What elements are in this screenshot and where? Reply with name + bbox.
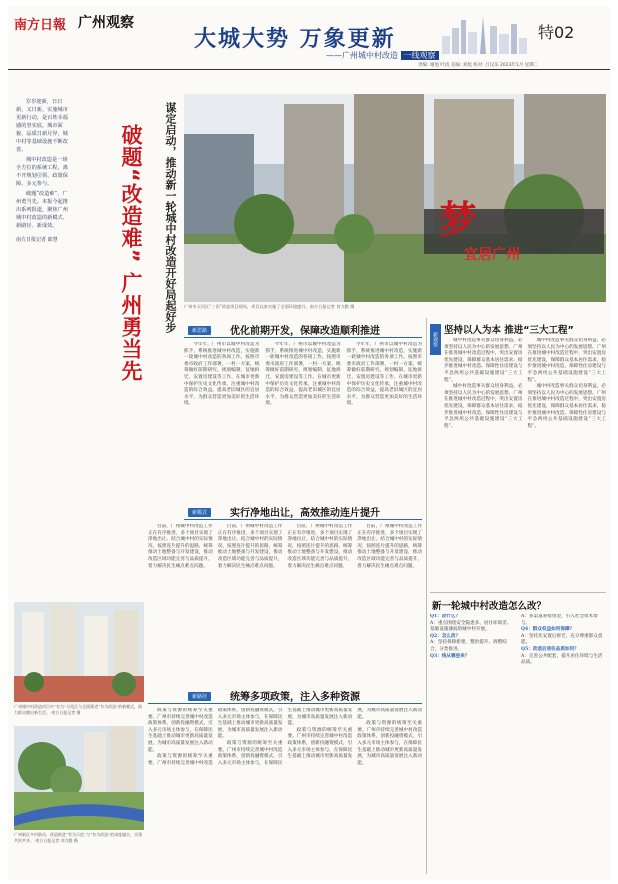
mid-left-caption: 广州城中村改造项目中“有为”示范区与全面推进“有为改造”的新模式，助力群众搬出新生活。 南方日报记者 摄 (14, 704, 143, 715)
section-tag: 新路径 (188, 692, 211, 701)
lead-paragraph: 岁岁迎新，日日新，又日新。实施城市更新行动，是百姓幸福感的坚实底。城市面貌、品质日新月异，城中村等基础设施不断改善。 (16, 99, 68, 153)
skyline-illustration (438, 14, 528, 54)
qa-item (521, 627, 606, 647)
lead-paragraph: 破题“改造难”，广州勇当先。本报今起推出系列报道，聚焦广州城中村改造的新模式、新路径、新成效。 (16, 191, 68, 229)
qa-item (521, 647, 606, 667)
section-rule (184, 519, 422, 520)
qa-question: Q5：改造后居住品质如何？ (521, 646, 579, 652)
top-photo (184, 94, 606, 302)
mid-left-photo (14, 602, 144, 702)
right-paragraph: 城中村改造事关群众切身利益，必须坚持以人民为中心的发展思想。广州在推进城中村改造过程中，突出安置房优先建设，保障群众基本居住需求，稳步推进城中村改造、保障性住房建设与平急两用公共基础设施建设“三大工程”。 (527, 338, 606, 383)
bottom-left-caption: 广州新区多村联动，改造推进“有为示范”与“有为改造”的深度融合，实现共治共享。 南方日报记者 刘力勤 摄 (14, 832, 143, 843)
newspaper-logo: 南方日報 (14, 18, 67, 33)
qa-title: 新一轮城中村改造怎么改？ (432, 601, 547, 612)
sign-text: 宜居广州 (464, 247, 520, 263)
section-tag: 新思路 (188, 326, 211, 335)
subline-prefix: ——广州城中村改造 (326, 51, 398, 60)
section-paragraph: 政策与资源的统筹至关重要。广州市持续完善城中村改造政策体系，创新投融资模式，引入多元市场主体参与，在保障民生基础上推动城市更新高质量发展，为城市高质量发展注入新动能。 (217, 708, 353, 766)
section-paragraph: 目前，广州城中村改造工作正在有序推进，多个项目实现了净地出让。结合城中村的实际情况，按照连片提升的思路，统筹推动土地整备与开发建设，推动改造区域功能完善与品质提升，着力解决民生痛点难点问题。 (217, 524, 283, 569)
section-paragraph: 政策与资源的统筹至关重要。广州市持续完善城中村改造政策体系，创新投融资模式，引入多元市场主体参与，在保障民生基础上推动城市更新高质量发展，为城市高质量发展注入新动能。 (148, 708, 283, 766)
masthead-subline (326, 50, 439, 61)
section-title: 统筹多项政策，注入多种资源 (230, 692, 360, 703)
right-paragraph: 城中村改造事关群众切身利益，必须坚持以人民为中心的发展思想。广州在推进城中村改造过程中，突出安置房优先建设，保障群众基本居住需求，稳步推进城中村改造、保障性住房建设与平急两用公共基础设施建设“三大工程”。 (527, 384, 606, 429)
sign-character: 梦 (439, 198, 478, 242)
article-subtitle: 谋定启动，推动新一轮城中村改造开好局起好步 (164, 102, 177, 333)
qa-item (430, 614, 515, 634)
section-title: 优化前期开发，保障改造顺利推进 (230, 326, 380, 337)
lead-column (16, 98, 72, 244)
qa-question: Q4：群众权益如何保障？ (521, 627, 575, 633)
section-tag: 新模式 (188, 508, 211, 517)
section-paragraph: 今年年，广州市以城中村改造为抓手，系统推进城中村改造，实施新一轮城中村改造的各项工作。按照市委市政府工作部署，一村一方案，统筹做好前期研究、规划编制、征地拆迁、安置房建设等工作。在城市更新中保护历史文化传承，注重城中村改造的综合效益，提高老旧城区的宜居水平，为群众营造更加美好的生活环境。 (346, 342, 422, 407)
masthead (8, 6, 610, 70)
qa-answer: A：完善公共配套，提升居住环境与生活品质。 (521, 653, 603, 666)
section-paragraph: 政策与资源的统筹至关重要。广州市持续完善城中村改造政策体系，创新投融资模式，引入多元市场主体参与，在保障民生基础上推动城市更新高质量发展，为城市高质量发展注入新动能。 (148, 708, 213, 753)
qa-list (430, 614, 606, 872)
right-section-title: 坚持以人为本 推进“三大工程” (444, 325, 574, 336)
section-paragraph: 目前，广州城中村改造工作正在有序推进，多个项目实现了净地出让。结合城中村的实际情况，按照连片提升的思路，统筹推动土地整备与开发建设，推动改造区域功能完善与品质提升，着力解决民生痛点难点问题。 (148, 524, 213, 569)
qa-question: Q1：改什么？ (430, 614, 461, 619)
section-paragraph: 目前，广州城中村改造工作正在有序推进，多个项目实现了净地出让。结合城中村的实际情况，按照连片提升的思路，统筹推动土地整备与开发建设，推动改造区域功能完善与品质提升，着力解决民生痛点难点问题。 (287, 524, 353, 569)
section-paragraph: 政策与资源的统筹至关重要。广州市持续完善城中村改造政策体系，创新投融资模式，引入多元市场主体参与，在保障民生基础上推动城市更新高质量发展，为城市高质量发展注入新动能。 (357, 721, 422, 766)
masthead-headline: 大城大势 万象更新 (194, 27, 396, 52)
section-paragraph: 目前，广州城中村改造工作正在有序推进，多个项目实现了净地出让。结合城中村的实际情况，按照连片提升的思路，统筹推动土地整备与开发建设，推动改造区域功能完善与品质提升，着力解决民生痛点难点问题。 (357, 524, 422, 569)
section-paragraph: 今年年，广州市以城中村改造为抓手，系统推进城中村改造，实施新一轮城中村改造的各项工作。按照市委市政府工作部署，一村一方案，统筹做好前期研究、规划编制、征地拆迁、安置房建设等工作。在城市更新中保护历史文化传承，注重城中村改造的综合效益，提高老旧城区的宜居水平，为群众营造更加美好的生活环境。 (184, 342, 260, 407)
section-title: 实行净地出让，高效推动连片提升 (230, 508, 380, 519)
qa-answer: A：坚持先安置后拆迁，充分尊重群众意愿。 (521, 633, 603, 646)
column-divider (426, 318, 427, 874)
qa-divider (430, 592, 606, 593)
qa-question: Q3：钱从哪里来？ (430, 653, 470, 659)
top-photo-caption: 广州市天河区“三旧”改造项目现场，项目以来实施了全面环境提升。南方日报记者 刘力勤 摄 (184, 304, 355, 309)
section-paragraph: 政策与资源的统筹至关重要。广州市持续完善城中村改造政策体系，创新投融资模式，引入多元市场主体参与，在保障民生基础上推动城市更新高质量发展，为城市高质量发展注入新动能。 (287, 708, 422, 760)
section-rule (148, 703, 422, 704)
section-rule (184, 337, 422, 338)
qa-answer: A：重点围绕安全隐患多、居住环境差、基础设施薄弱的城中村开展。 (430, 620, 512, 633)
qa-item (430, 634, 515, 654)
article-title: 破题“改造难” 广州勇当先 (119, 124, 143, 382)
qa-answer: A：坚持拆除新建、整治提升、拆整结合，分类推进。 (430, 640, 507, 652)
right-section-body (444, 338, 606, 588)
bottom-left-photo (14, 726, 144, 830)
section-paragraph: 今年年，广州市以城中村改造为抓手，系统推进城中村改造，实施新一轮城中村改造的各项工作。按照市委市政府工作部署，一村一方案，统筹做好前期研究、规划编制、征地拆迁、安置房建设等工作。在城市更新中保护历史文化传承，注重城中村改造的综合效益，提高老旧城区的宜居水平，为群众营造更加美好的生活环境。 (265, 342, 341, 407)
section-body (148, 708, 422, 874)
edition-meta: 责编: 谢旭 叶清 美编: 刘旭 校对: 吕汉乐 2023年1月 星期二 (418, 63, 539, 68)
qa-answer: A：多渠道筹措资金，引入社会资本参与。 (521, 614, 598, 626)
lead-paragraph: 城中村改造是一场全方位的系统工程，离不开规划引领、政策保障、多元参与。 (16, 157, 68, 187)
qa-question: Q2：怎么改？ (430, 633, 461, 639)
section-name: 广州观察 (78, 15, 134, 31)
page-number: 特02 (538, 23, 575, 42)
section-body (148, 524, 422, 658)
right-paragraph: 城中村改造事关群众切身利益，必须坚持以人民为中心的发展思想。广州在推进城中村改造过程中，突出安置房优先建设，保障群众基本居住需求，稳步推进城中村改造、保障性住房建设与平急两用公共基础设施建设“三大工程”。 (444, 338, 523, 383)
section-body (184, 342, 422, 482)
right-section-tag: 新观察 (430, 324, 441, 355)
lead-byline: 南方日报记者 郎慧 (16, 237, 58, 243)
subline-tag: 一线观察 (401, 51, 439, 60)
newspaper-page (8, 6, 610, 880)
right-paragraph: 城中村改造事关群众切身利益，必须坚持以人民为中心的发展思想。广州在推进城中村改造过程中，突出安置房优先建设，保障群众基本居住需求，稳步推进城中村改造、保障性住房建设与平急两用公共基础设施建设“三大工程”。 (444, 384, 523, 429)
